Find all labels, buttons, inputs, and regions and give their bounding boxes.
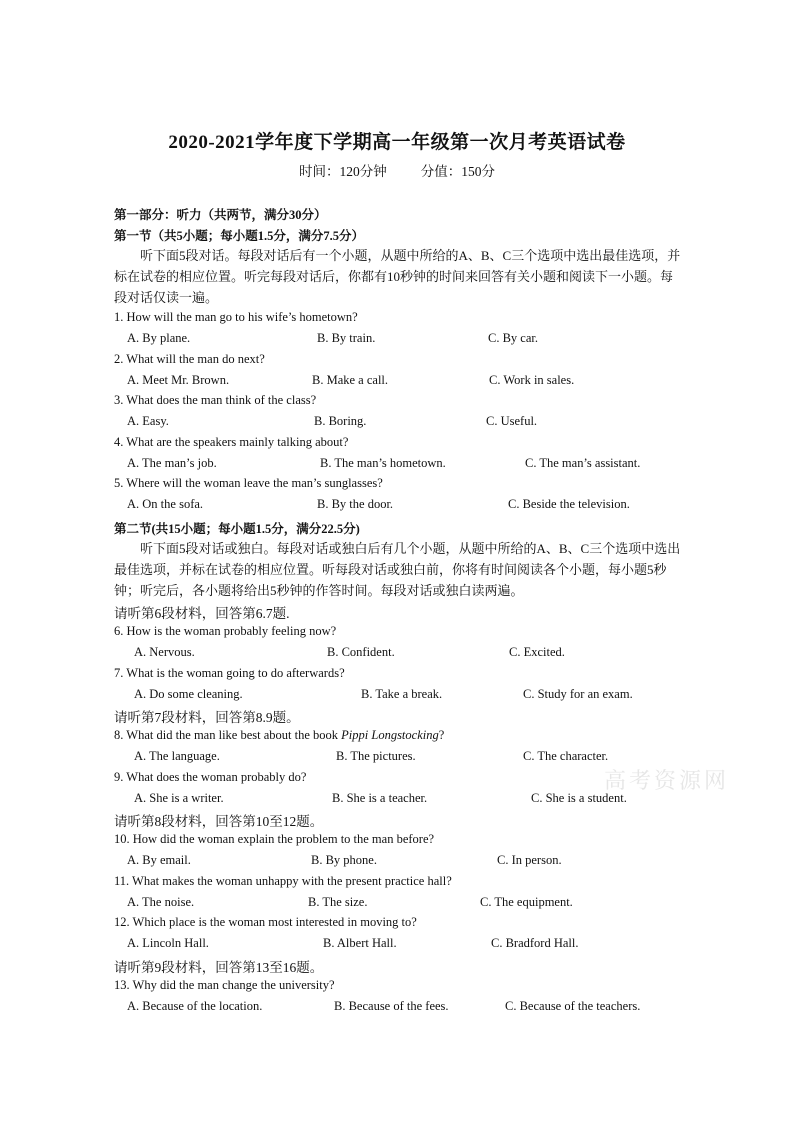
question-4: 4. What are the speakers mainly talking about? [114, 435, 349, 449]
question-6: 6. How is the woman probably feeling now? [114, 624, 337, 638]
q10-option-b: B. By phone. [311, 853, 377, 867]
q2-option-b: B. Make a call. [312, 373, 389, 387]
q13-option-c: C. Because of the teachers. [505, 999, 641, 1013]
q12-option-c: C. Bradford Hall. [491, 936, 579, 950]
question-8-mark: ? [438, 728, 445, 742]
exam-info [0, 160, 794, 180]
q1-option-c: C. By car. [488, 331, 538, 345]
q12-option-b: B. Albert Hall. [323, 936, 397, 950]
material-7: 请听第7段材料，回答第8.9题。 [114, 710, 300, 725]
q3-option-c: C. Useful. [486, 414, 538, 428]
q13-option-a: A. Because of the location. [127, 999, 263, 1013]
q5-option-b: B. By the door. [317, 497, 394, 511]
question-11: 11. What makes the woman unhappy with the present practice hall? [114, 874, 452, 888]
question-5: 5. Where will the woman leave the man’s sunglasses? [114, 476, 383, 490]
exam-time: 时间：120分钟 [299, 164, 387, 179]
watermark-logo: 高考资源网 [604, 769, 730, 794]
question-2: 2. What will the man do next? [114, 352, 265, 366]
section2-instructions [114, 538, 682, 601]
section1-instructions [114, 245, 682, 308]
q7-option-b: B. Take a break. [361, 687, 443, 701]
q11-option-b: B. The size. [308, 895, 368, 909]
q5-option-a: A. On the sofa. [127, 497, 204, 511]
q13-option-b: B. Because of the fees. [334, 999, 449, 1013]
q4-option-c: C. The man’s assistant. [525, 456, 641, 470]
section2-instructions-text: 听下面5段对话或独白。每段对话或独白后有几个小题，从题中所给的A、B、C三个选项中选出最佳选项，并标在试卷的相应位置。听每段对话或独白前，你将有时间阅读各个小题，每小题5秒钟；听完后，各小题将给出5秒钟的作答时间。每段对话或独白读两遍。 [114, 541, 681, 598]
part1-heading: 第一部分：听力（共两节，满分30分） [114, 208, 327, 222]
material-8: 请听第8段材料，回答第10至12题。 [114, 814, 324, 829]
q12-option-a: A. Lincoln Hall. [127, 936, 209, 950]
book-title: Pippi Longstocking [341, 728, 439, 742]
q7-option-a: A. Do some cleaning. [134, 687, 243, 701]
question-3: 3. What does the man think of the class? [114, 393, 317, 407]
question-9: 9. What does the woman probably do? [114, 770, 307, 784]
section1-heading: 第一节（共5小题；每小题1.5分，满分7.5分） [114, 229, 365, 243]
q1-option-a: A. By plane. [127, 331, 191, 345]
q8-option-a: A. The language. [134, 749, 220, 763]
q5-option-c: C. Beside the television. [508, 497, 630, 511]
question-1: 1. How will the man go to his wife’s hometown? [114, 310, 358, 324]
q3-option-a: A. Easy. [127, 414, 169, 428]
q9-option-b: B. She is a teacher. [332, 791, 428, 805]
section1-instructions-text: 听下面5段对话。每段对话后有一个小题，从题中所给的A、B、C三个选项中选出最佳选项，并标在试卷的相应位置。听完每段对话后，你都有10秒钟的时间来回答有关小题和阅读下一小题。每段对话仅读一遍。 [114, 248, 681, 305]
question-8-text: 8. What did the man like best about the book [114, 728, 342, 742]
q9-option-a: A. She is a writer. [134, 791, 224, 805]
q11-option-c: C. The equipment. [480, 895, 573, 909]
q1-option-b: B. By train. [317, 331, 376, 345]
q4-option-b: B. The man’s hometown. [320, 456, 446, 470]
question-13: 13. Why did the man change the university? [114, 978, 335, 992]
q11-option-a: A. The noise. [127, 895, 195, 909]
material-6: 请听第6段材料，回答第6.7题. [114, 606, 290, 621]
q7-option-c: C. Study for an exam. [523, 687, 633, 701]
exam-score: 分值：150分 [420, 164, 495, 179]
question-8 [114, 728, 444, 743]
q4-option-a: A. The man’s job. [127, 456, 217, 470]
q9-option-c: C. She is a student. [531, 791, 627, 805]
question-10: 10. How did the woman explain the problem to the man before? [114, 832, 435, 846]
question-12: 12. Which place is the woman most interested in moving to? [114, 915, 417, 929]
q8-option-b: B. The pictures. [336, 749, 416, 763]
q6-option-b: B. Confident. [327, 645, 395, 659]
q2-option-c: C. Work in sales. [489, 373, 575, 387]
question-7: 7. What is the woman going to do afterwards? [114, 666, 345, 680]
q6-option-c: C. Excited. [509, 645, 565, 659]
q10-option-a: A. By email. [127, 853, 191, 867]
q3-option-b: B. Boring. [314, 414, 367, 428]
exam-title: 2020-2021学年度下学期高一年级第一次月考英语试卷 [168, 132, 626, 153]
q2-option-a: A. Meet Mr. Brown. [127, 373, 230, 387]
material-9: 请听第9段材料，回答第13至16题。 [114, 960, 324, 975]
q8-option-c: C. The character. [523, 749, 609, 763]
section2-heading: 第二节(共15小题；每小题1.5分，满分22.5分) [114, 522, 360, 536]
q10-option-c: C. In person. [497, 853, 562, 867]
q6-option-a: A. Nervous. [134, 645, 195, 659]
